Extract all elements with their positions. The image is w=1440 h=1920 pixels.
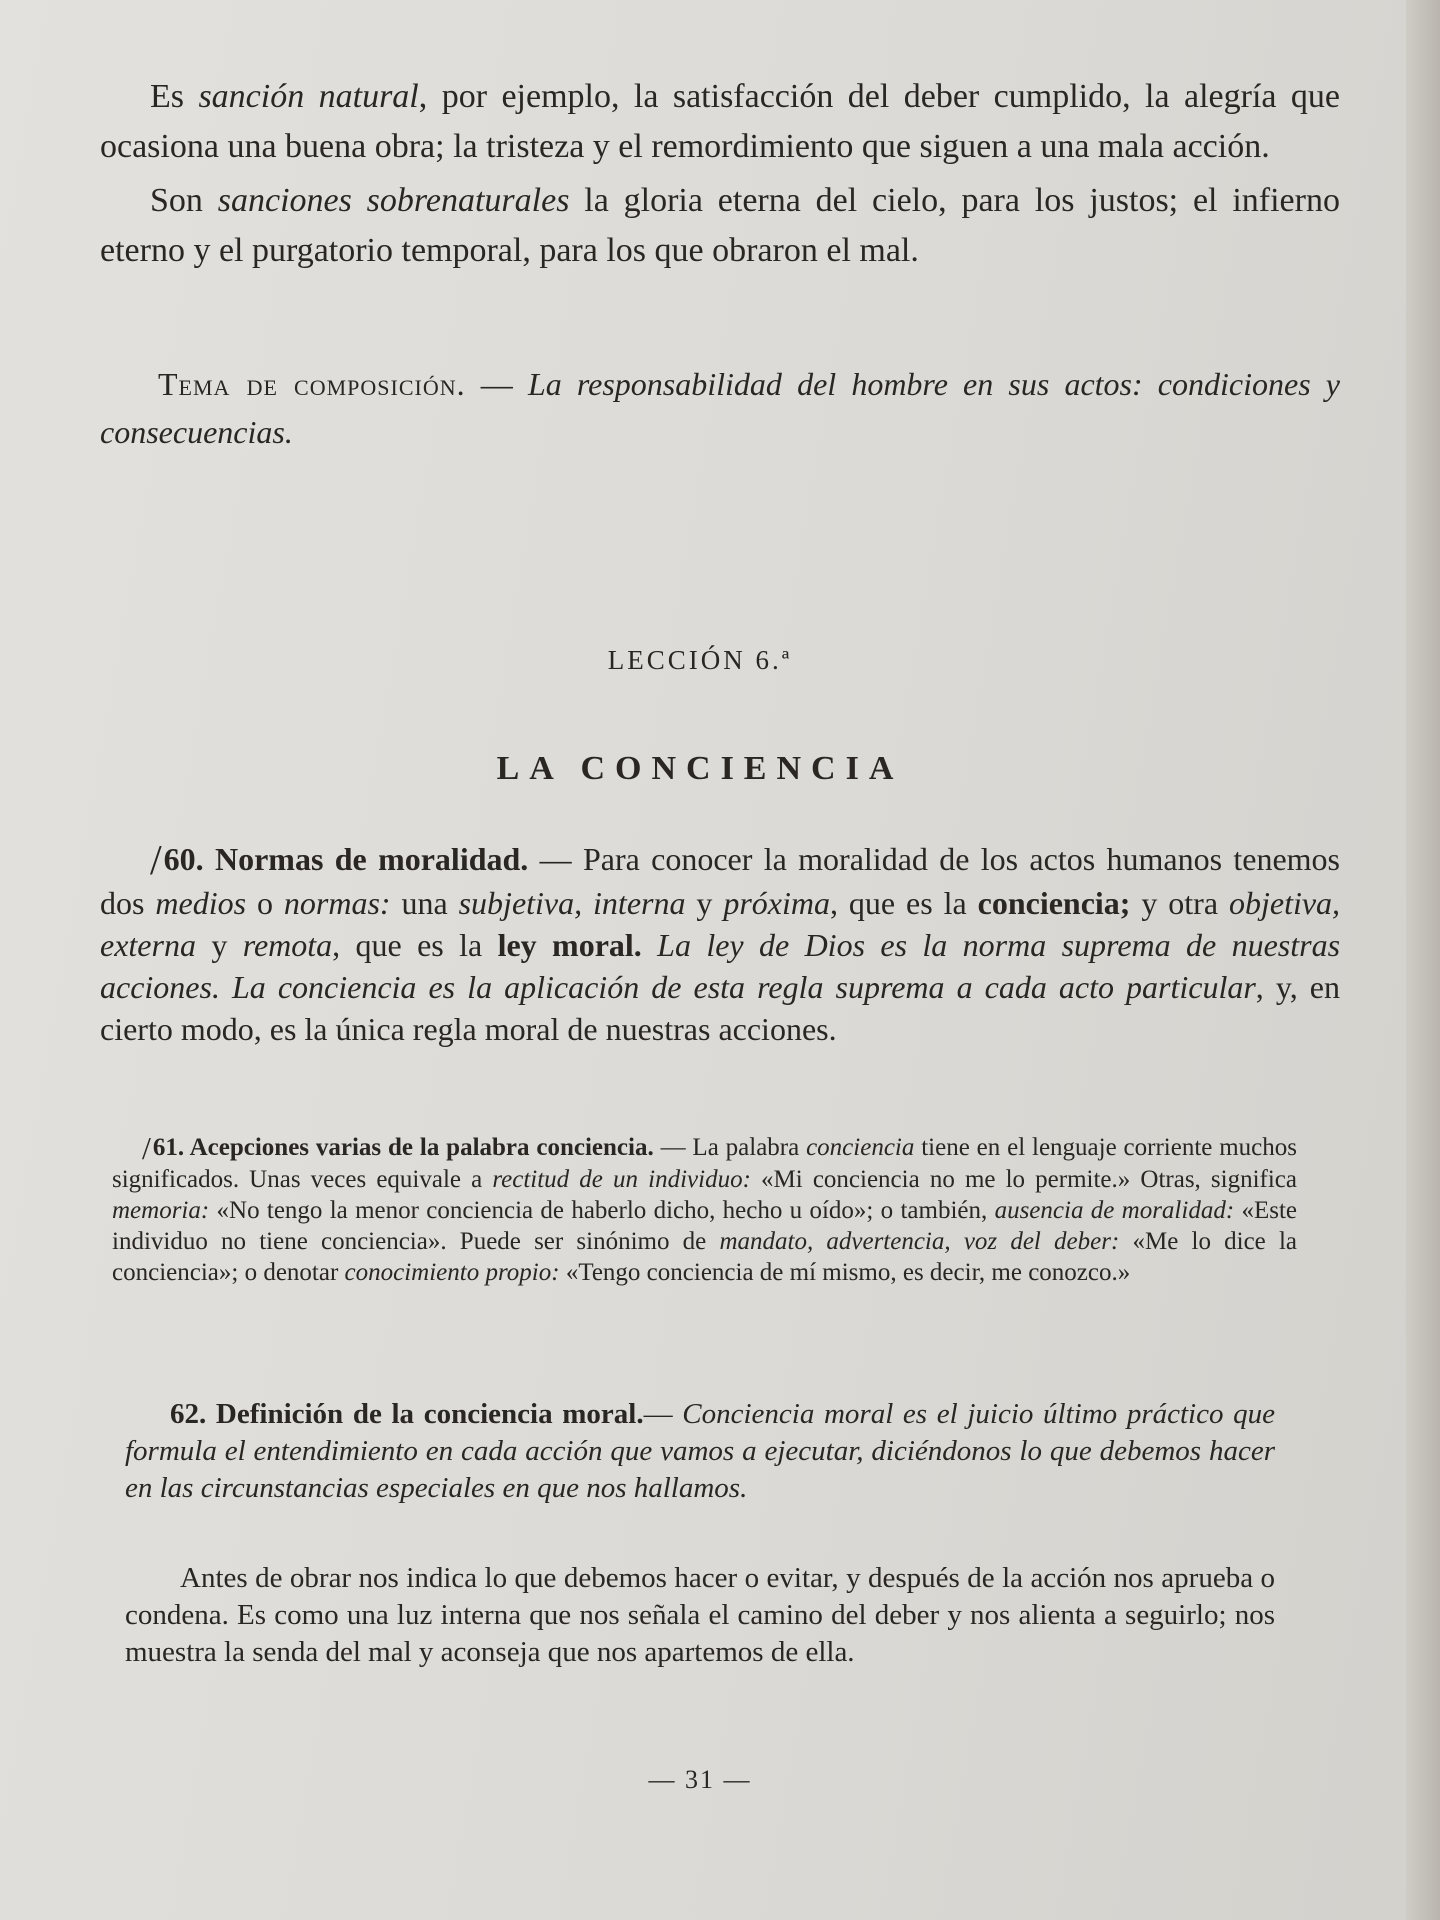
composition-theme: Tema de composición. — La responsabilidad del hombre en sus actos: condiciones y consecuencias. (100, 366, 1340, 450)
lesson-number: LECCIÓN 6.ª (607, 645, 793, 675)
section-60: /60. Normas de moralidad. — Para conocer la moralidad de los actos humanos tenemos dos medios o normas: una subjetiva, interna y próxima, que es la conciencia; y otra objetiva, externa y remota, que es la ley moral. La ley de Dios es la norma suprema de nuestras acciones. La conciencia es la aplicación de esta regla suprema a cada acto particular, y, en cierto modo, es la única regla moral de nuestras acciones. (100, 838, 1341, 1047)
section-60-heading: Normas de moralidad. (203, 841, 529, 877)
section-61-heading: Acepciones varias de la palabra conciencia. (184, 1134, 654, 1161)
pencil-mark: / (150, 838, 162, 884)
page-number: — 31 — (648, 1765, 752, 1794)
lesson-title: LA CONCIENCIA (496, 750, 904, 787)
theme-label: Tema de composición. (158, 366, 466, 402)
section-62-heading: Definición de la conciencia moral. (206, 1398, 644, 1430)
intro-section (100, 72, 1340, 280)
intro-paragraph-2: Son sanciones sobrenaturales la gloria eterna del cielo, para los justos; el infierno eterno y el purgatorio temporal, para los que obraron el mal. (100, 182, 1340, 269)
intro-paragraph-1: Es sanción natural, por ejemplo, la satisfacción del deber cumplido, la alegría que ocasiona una buena obra; la tristeza y el remordimiento que siguen a una mala acción. (100, 78, 1341, 165)
section-62-paragraph-2: Antes de obrar nos indica lo que debemos hacer o evitar, y después de la acción nos aprueba o condena. Es como una luz interna que nos señala el camino del deber y nos alienta a seguirlo; nos muestra la senda del mal y aconseja que nos apartemos de ella. (125, 1562, 1275, 1668)
section-62: 62. Definición de la conciencia moral.— Conciencia moral es el juicio último práctico que formula el entendimiento en cada acción que vamos a ejecutar, diciéndonos lo que debemos hacer en las circunstancias especiales en que nos hallamos. (125, 1398, 1275, 1504)
theme-text: La responsabilidad del hombre en sus actos: condiciones y consecuencias. (100, 366, 1340, 450)
page-edge (1406, 0, 1440, 1920)
section-61: /61. Acepciones varias de la palabra conciencia. — La palabra conciencia tiene en el lenguaje corriente muchos significados. Unas veces equivale a rectitud de un individuo: «Mi conciencia no me lo permite.» Otras, significa memoria: «No tengo la menor conciencia de haberlo dicho, hecho u oído»; o también, ausencia de moralidad: «Este individuo no tiene conciencia». Puede ser sinónimo de mandato, advertencia, voz del deber: «Me lo dice la conciencia»; o denotar conocimiento propio: «Tengo conciencia de mí mismo, es decir, me conozco.» (112, 1130, 1298, 1286)
pencil-mark: / (142, 1130, 151, 1166)
